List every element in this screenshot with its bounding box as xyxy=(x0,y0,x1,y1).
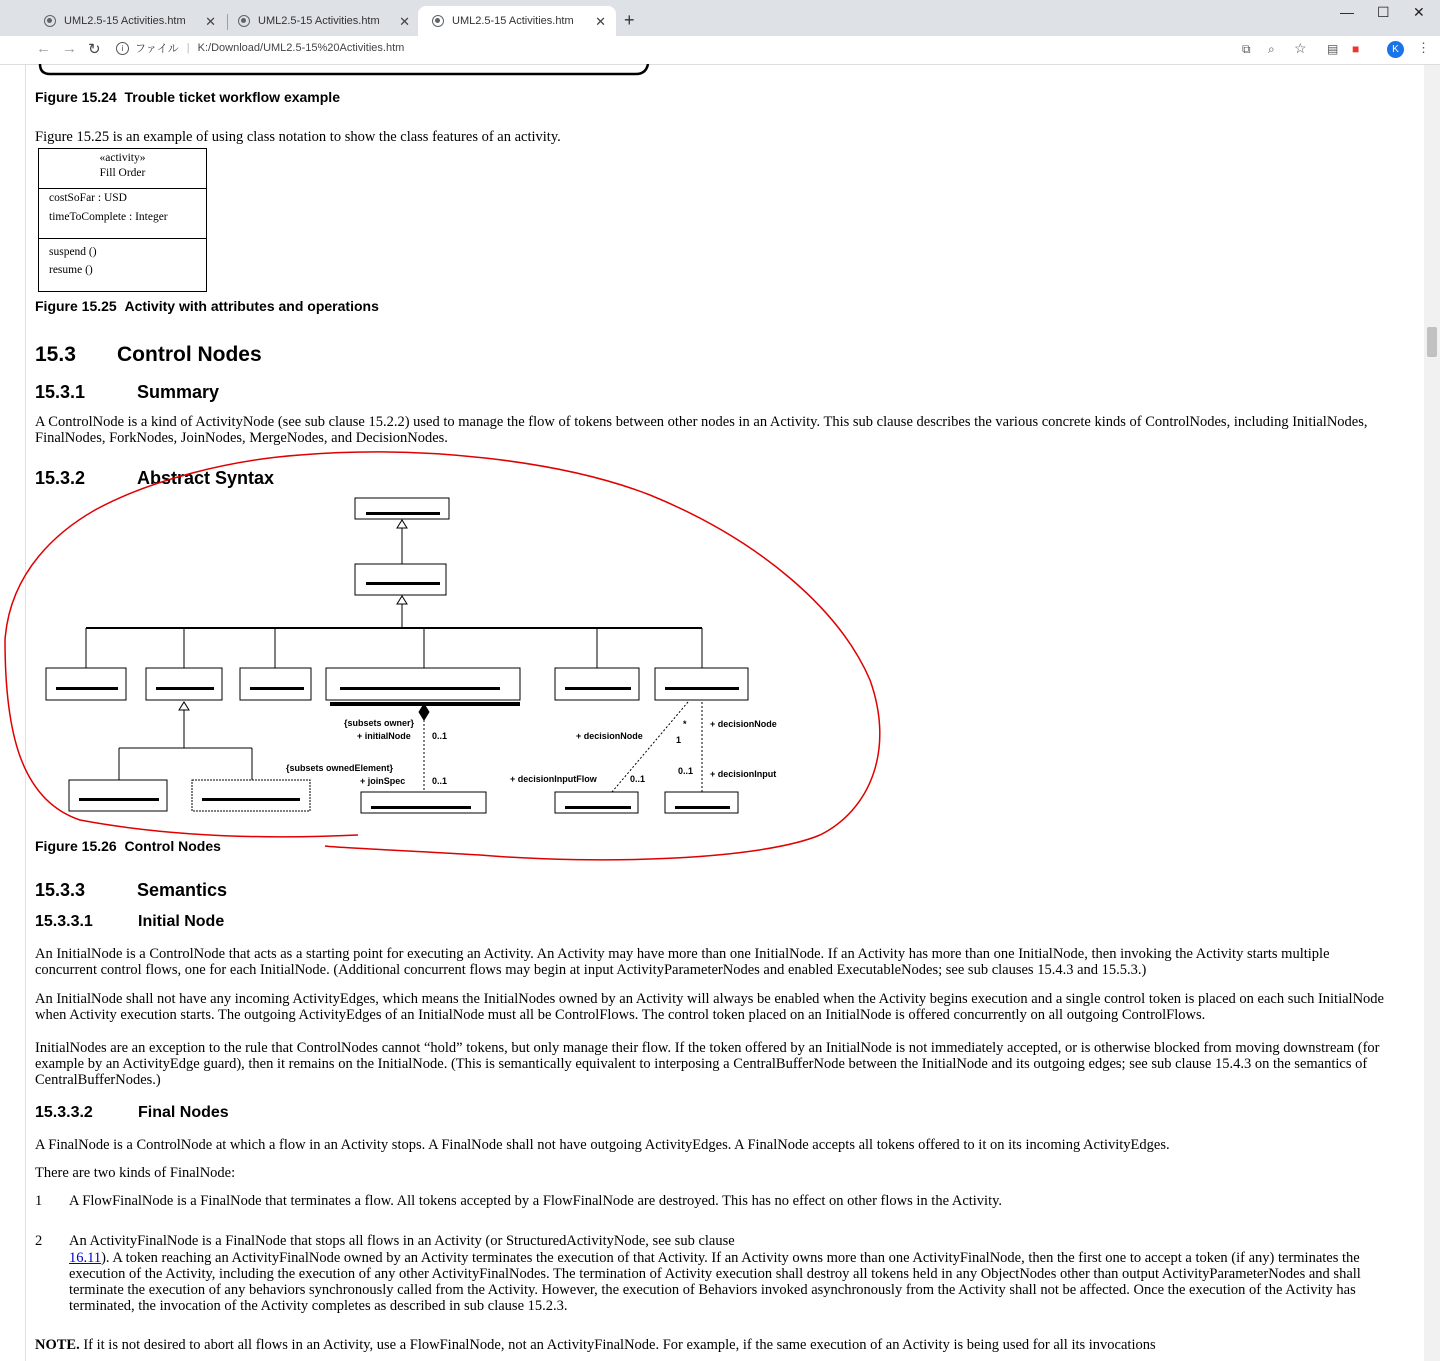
section-heading-15-3-3 xyxy=(35,880,227,901)
section-title: Semantics xyxy=(137,880,228,900)
tab-2-close-icon[interactable]: ✕ xyxy=(399,14,410,29)
caption-number: Figure 15.24 xyxy=(35,89,117,105)
bookmark-star-icon[interactable]: ☆ xyxy=(1294,40,1307,56)
caption-text: Activity with attributes and operations xyxy=(124,298,379,314)
address-divider: | xyxy=(186,42,190,54)
uml-class-activityfinalnode xyxy=(69,780,167,811)
section-title: Abstract Syntax xyxy=(137,468,275,488)
tab-3-close-icon[interactable]: ✕ xyxy=(595,14,606,29)
zoom-icon[interactable]: ⌕ xyxy=(1268,42,1275,56)
list-text: ). A token reaching an ActivityFinalNode owned by an Activity terminates the execution of that Activity. If an Activity owns more than one ActivityFinalNode, then the first one to accept a token (if any) terminates the execution of the Activity, including the execution of any other ActivityFinalNodes. The termination of Activity execution shall destroy all tokens held in any ObjectNodes other than output ActivityParameterNodes and shall terminate the execution of any behaviors synchronously called from the Activity. However, the execution of Behaviors invoked asynchronously from the Activity shall not be affected. Once the execution of the Activity has terminated, the invocation of the Activity completes as described in sub clause 15.2.3. xyxy=(69,1250,1361,1314)
section-number: 15.3.3 xyxy=(35,880,86,900)
tab-1-close-icon[interactable]: ✕ xyxy=(205,14,216,29)
figure-1526-caption xyxy=(35,838,221,854)
label-subsets-owner: {subsets owner} xyxy=(344,718,415,728)
back-arrow-icon[interactable]: ← xyxy=(36,40,51,57)
label-mult-01: 0..1 xyxy=(432,731,448,741)
vertical-scrollbar[interactable] xyxy=(1424,65,1440,1361)
class-divider xyxy=(39,238,206,239)
initial-node-paragraph-3: InitialNodes are an exception to the rule that ControlNodes cannot “hold” tokens, but only manage their flow. If the token offered by an InitialNode is not immediately accepted, or is otherwise blocked from moving downstream (for example by an ActivityEdge guard), then it remains on the InitialNode. (This is semantically equivalent to interposing a CentralBufferNode between the InitialNode and its outgoing edges; see sub clause 15.4.3 on the semantics of CentralBufferNodes.) xyxy=(35,1040,1380,1088)
class-name: Fill Order xyxy=(99,167,146,179)
final-nodes-paragraph-1: A FinalNode is a ControlNode at which a flow in an Activity stops. A FinalNode shall not have outgoing ActivityEdges. A FinalNode accepts all tokens offered to it on its incoming ActivityEdges. xyxy=(35,1137,1170,1153)
label-star: * xyxy=(683,719,687,729)
tab-1-label: UML2.5-15 Activities.htm xyxy=(64,15,186,27)
extension-red-icon[interactable]: ■ xyxy=(1352,42,1360,56)
label-initial-node: + initialNode xyxy=(357,731,411,741)
figure-1525-caption xyxy=(35,298,379,314)
control-nodes-diagram xyxy=(0,440,900,880)
class-stereotype: «activity» xyxy=(99,152,146,164)
reload-icon[interactable]: ↻ xyxy=(88,41,101,58)
note-text: If it is not desired to abort all flows in an Activity, use a FlowFinalNode, not an ActivityFinalNode. For example, if the same execution of an Activity is being used for all its invocations xyxy=(83,1337,1156,1353)
uml-class-behavior xyxy=(665,792,738,813)
section-number: 15.3.3.2 xyxy=(35,1104,93,1121)
label-decision-input-flow: + decisionInputFlow xyxy=(510,774,597,784)
scheme-label: ファイル xyxy=(135,43,179,55)
url-text[interactable]: K:/Download/UML2.5-15%20Activities.htm xyxy=(197,42,405,54)
extension-pdf-icon[interactable]: ▤ xyxy=(1327,42,1339,56)
list-number: 2 xyxy=(35,1233,43,1249)
section-number: 15.3.2 xyxy=(35,468,86,488)
label-mult-1: 1 xyxy=(676,735,682,745)
label-decision-input: + decisionInput xyxy=(710,769,777,779)
uml-class-activitynode xyxy=(355,498,449,519)
final-nodes-paragraph-2: There are two kinds of FinalNode: xyxy=(35,1165,236,1181)
caption-text: Control Nodes xyxy=(124,838,221,854)
uml-class-finalnode xyxy=(146,668,222,700)
label-mult-01-input: 0..1 xyxy=(678,766,694,776)
forward-arrow-icon[interactable]: → xyxy=(62,40,77,57)
caption-text: Trouble ticket workflow example xyxy=(124,89,340,105)
class-operation: resume () xyxy=(49,264,93,276)
summary-paragraph: A ControlNode is a kind of ActivityNode (see sub clause 15.2.2) used to manage the flow of tokens between other nodes in an Activity. This sub clause describes the various concrete kinds of ControlNodes, including InitialNodes, FinalNodes, ForkNodes, JoinNodes, MergeNodes, and DecisionNodes. xyxy=(35,414,1368,446)
list-number: 1 xyxy=(35,1193,43,1209)
list-item-2-body xyxy=(69,1250,1395,1314)
uml-class-initialnode xyxy=(46,668,126,700)
info-icon[interactable]: i xyxy=(116,42,129,55)
label-mult-01-join: 0..1 xyxy=(432,776,448,786)
section-title: Summary xyxy=(137,382,220,402)
menu-dots-icon[interactable]: ⋮ xyxy=(1417,40,1430,55)
initial-node-paragraph-1: An InitialNode is a ControlNode that acts as a starting point for executing an Activity. An Activity may have more than one InitialNode. If an Activity has more than one InitialNode, then invoking the Activity starts multiple concurrent control flows, one for each InitialNode. (Additional concurrent flows may begin at input ActivityParameterNodes and enabled ExecutableNodes; see sub clauses 15.4.3 and 15.5.3.) xyxy=(35,946,1330,978)
uml-class-mergenode xyxy=(555,668,639,700)
section-number: 15.3.3.1 xyxy=(35,913,93,930)
uml-class-forknode xyxy=(240,668,311,700)
section-heading-15-3 xyxy=(35,343,262,367)
uml-class-decisionnode xyxy=(655,668,748,700)
section-number: 15.3 xyxy=(35,343,76,366)
class-operation: suspend () xyxy=(49,246,97,258)
profile-avatar[interactable]: K xyxy=(1387,41,1404,58)
section-title: Control Nodes xyxy=(117,343,262,366)
minimize-button[interactable]: — xyxy=(1340,4,1354,20)
maximize-button[interactable]: ☐ xyxy=(1377,4,1390,20)
section-heading-15-3-1 xyxy=(35,382,219,403)
uml-class-valuespecification xyxy=(361,792,486,813)
list-text: An ActivityFinalNode is a FinalNode that stops all flows in an Activity (or StructuredActivityNode, see sub clause xyxy=(69,1233,735,1249)
note-label: NOTE. xyxy=(35,1337,80,1353)
tab-3-label: UML2.5-15 Activities.htm xyxy=(452,15,574,27)
list-item-2 xyxy=(35,1233,1395,1249)
uml-class-joinnode xyxy=(326,668,520,700)
section-heading-15-3-3-2 xyxy=(35,1104,229,1122)
section-number: 15.3.1 xyxy=(35,382,86,402)
label-decision-node: + decisionNode xyxy=(710,719,777,729)
translate-icon[interactable]: ⧉ xyxy=(1242,42,1251,56)
uml-class-controlnode xyxy=(355,564,446,595)
uml-class-objectflow xyxy=(555,792,638,813)
label-decision-node-end: + decisionNode xyxy=(576,731,643,741)
class-divider xyxy=(39,188,206,189)
label-mult-01-flow: 0..1 xyxy=(630,774,646,784)
close-window-button[interactable]: ✕ xyxy=(1413,4,1425,20)
label-join-spec: + joinSpec xyxy=(360,776,406,786)
figure-1525-intro: Figure 15.25 is an example of using class notation to show the class features of an activity. xyxy=(35,129,561,145)
label-subsets-owned-element: {subsets ownedElement} xyxy=(286,763,394,773)
uml-class-flowfinalnode xyxy=(192,780,310,811)
list-item-1 xyxy=(35,1193,1395,1209)
caption-number: Figure 15.26 xyxy=(35,838,117,854)
initial-node-paragraph-2: An InitialNode shall not have any incoming ActivityEdges, which means the InitialNodes owned by an Activity will always be enabled when the Activity begins execution and a single control token is placed on each such InitialNode when Activity execution starts. The outgoing ActivityEdges of an InitialNode must all be ControlFlows. The control token placed on an InitialNode is offered concurrently on all outgoing ControlFlows. xyxy=(35,991,1384,1023)
new-tab-button[interactable]: + xyxy=(624,10,635,30)
class-attribute: costSoFar : USD xyxy=(49,192,127,204)
section-title: Initial Node xyxy=(138,913,225,930)
tab-2-label: UML2.5-15 Activities.htm xyxy=(258,15,380,27)
activity-class-box xyxy=(38,148,207,292)
class-attribute: timeToComplete : Integer xyxy=(49,211,168,223)
section-title: Final Nodes xyxy=(138,1104,229,1121)
section-heading-15-3-3-1 xyxy=(35,913,224,931)
list-text: A FlowFinalNode is a FinalNode that terminates a flow. All tokens accepted by a FlowFinalNode are destroyed. This has no effect on other flows in the Activity. xyxy=(69,1193,1003,1209)
caption-number: Figure 15.25 xyxy=(35,298,117,314)
scrollbar-thumb[interactable] xyxy=(1427,327,1437,357)
figure-1524-caption xyxy=(35,89,340,105)
note-paragraph xyxy=(35,1337,1395,1353)
section-link-16-11[interactable]: 16.11 xyxy=(69,1250,102,1266)
figure-1524-bottom-border xyxy=(36,64,652,78)
